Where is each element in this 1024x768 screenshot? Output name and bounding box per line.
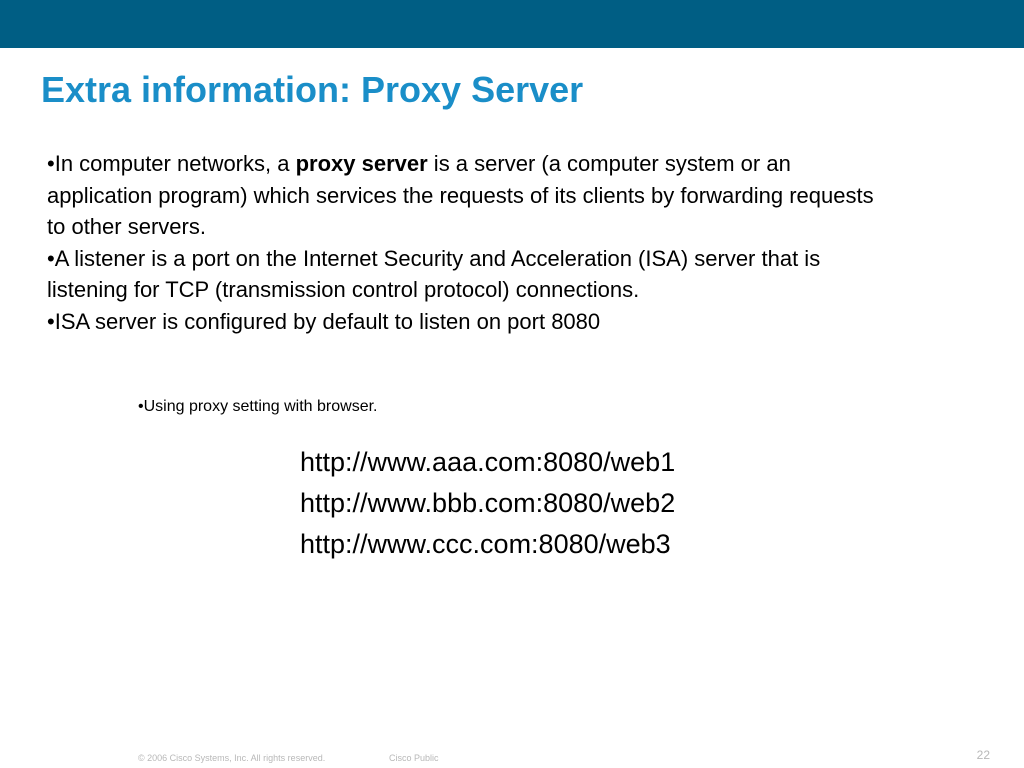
bullet-isa-default-port: •ISA server is configured by default to listen on port 8080 — [47, 308, 601, 334]
bullet-proxy-definition — [47, 148, 897, 243]
bullet-proxy-definition-term: proxy server — [295, 151, 428, 176]
footer-copyright: © 2006 Cisco Systems, Inc. All rights reserved. — [138, 753, 326, 763]
url-item-web3: http://www.ccc.com:8080/web3 — [300, 529, 671, 559]
bullet-proxy-definition-rest: is a server (a computer system or an application program) which services the requests of its clients by forwarding requests to other servers. — [47, 151, 874, 239]
footer-classification: Cisco Public — [389, 753, 439, 763]
url-item-web2: http://www.bbb.com:8080/web2 — [300, 488, 676, 518]
sub-note-proxy-browser: •Using proxy setting with browser. — [138, 398, 378, 415]
top-header-band — [0, 0, 1024, 48]
url-list — [300, 442, 675, 565]
url-item-web1: http://www.aaa.com:8080/web1 — [300, 447, 676, 477]
page-number: 22 — [976, 748, 990, 762]
bullet-body — [47, 148, 897, 337]
bullet-listener-definition: •A listener is a port on the Internet Security and Acceleration (ISA) server that is listening for TCP (transmission control protocol) connections. — [47, 245, 821, 302]
slide-title: Extra information: Proxy Server — [41, 69, 584, 110]
bullet-proxy-definition-lead: •In computer networks, a — [47, 151, 296, 176]
